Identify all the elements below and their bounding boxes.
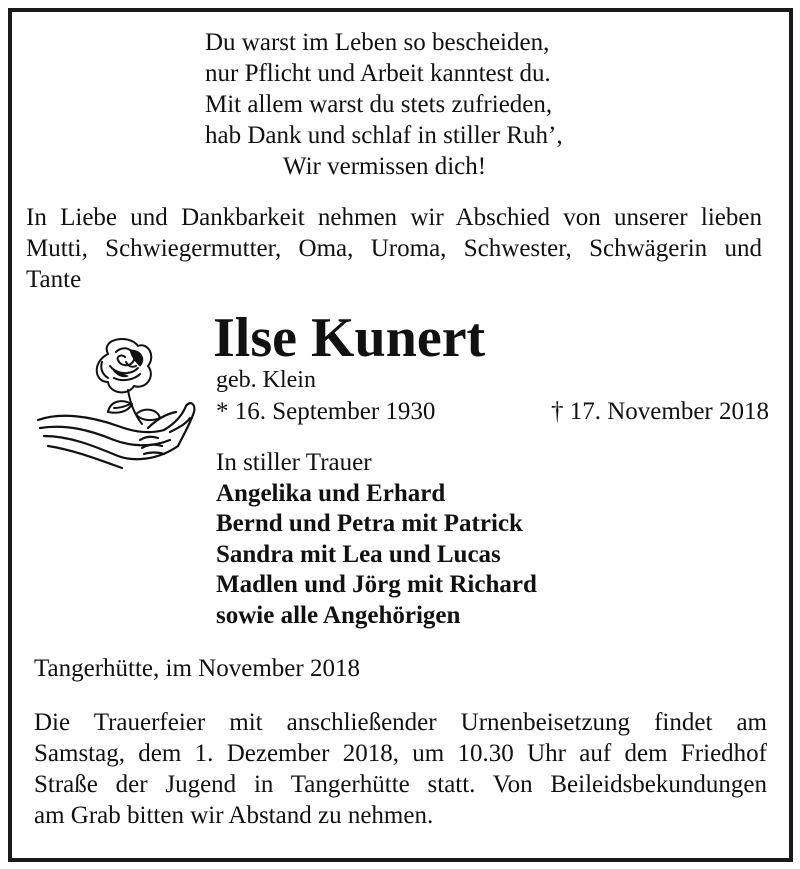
funeral-notice [34,707,767,831]
deceased-name: Ilse Kunert [213,307,486,369]
mourners-list [216,448,537,631]
death-date: † 17. November 2018 [550,398,769,425]
mourner-entry: Sandra mit Lea und Lucas [216,540,501,568]
funeral-line: Die Trauerfeier mit anschließender Urnenbeisetzung findet am [34,709,767,736]
intro-line: In Liebe und Dankbarkeit nehmen wir Abschied von unserer lieben [26,204,762,231]
mourner-entry: Madlen und Jörg mit Richard [216,571,537,598]
farewell-intro [26,202,762,295]
memorial-poem [205,27,645,182]
place-and-date: Tangerhütte, im November 2018 [34,655,360,682]
poem-line: Mit allem warst du stets zufrieden, [205,91,553,118]
funeral-line: Samstag, dem 1. Dezember 2018, um 10.30 Uhr auf dem Friedhof [34,740,767,767]
rose-in-hands-icon [30,332,205,472]
intro-line: Tante [26,266,82,293]
poem-line: Wir vermissen dich! [283,153,487,180]
funeral-line: am Grab bitten wir Abstand zu nehmen. [34,802,434,829]
poem-line: Du warst im Leben so bescheiden, [205,29,550,56]
mourner-entry: Bernd und Petra mit Patrick [216,510,523,537]
intro-line: Mutti, Schwiegermutter, Oma, Uroma, Schwester, Schwägerin und [26,235,762,262]
funeral-line: Straße der Jugend in Tangerhütte statt. Von Beileidsbekundungen [34,771,767,798]
mourner-entry: Angelika und Erhard [216,479,446,507]
mourners-heading: In stiller Trauer [216,449,372,476]
birth-date: * 16. September 1930 [216,398,436,425]
mourner-entry: sowie alle Angehörigen [216,601,461,629]
poem-line: nur Pflicht und Arbeit kanntest du. [205,60,551,87]
maiden-name: geb. Klein [216,367,316,393]
poem-line: hab Dank und schlaf in stiller Ruh’, [205,122,563,149]
